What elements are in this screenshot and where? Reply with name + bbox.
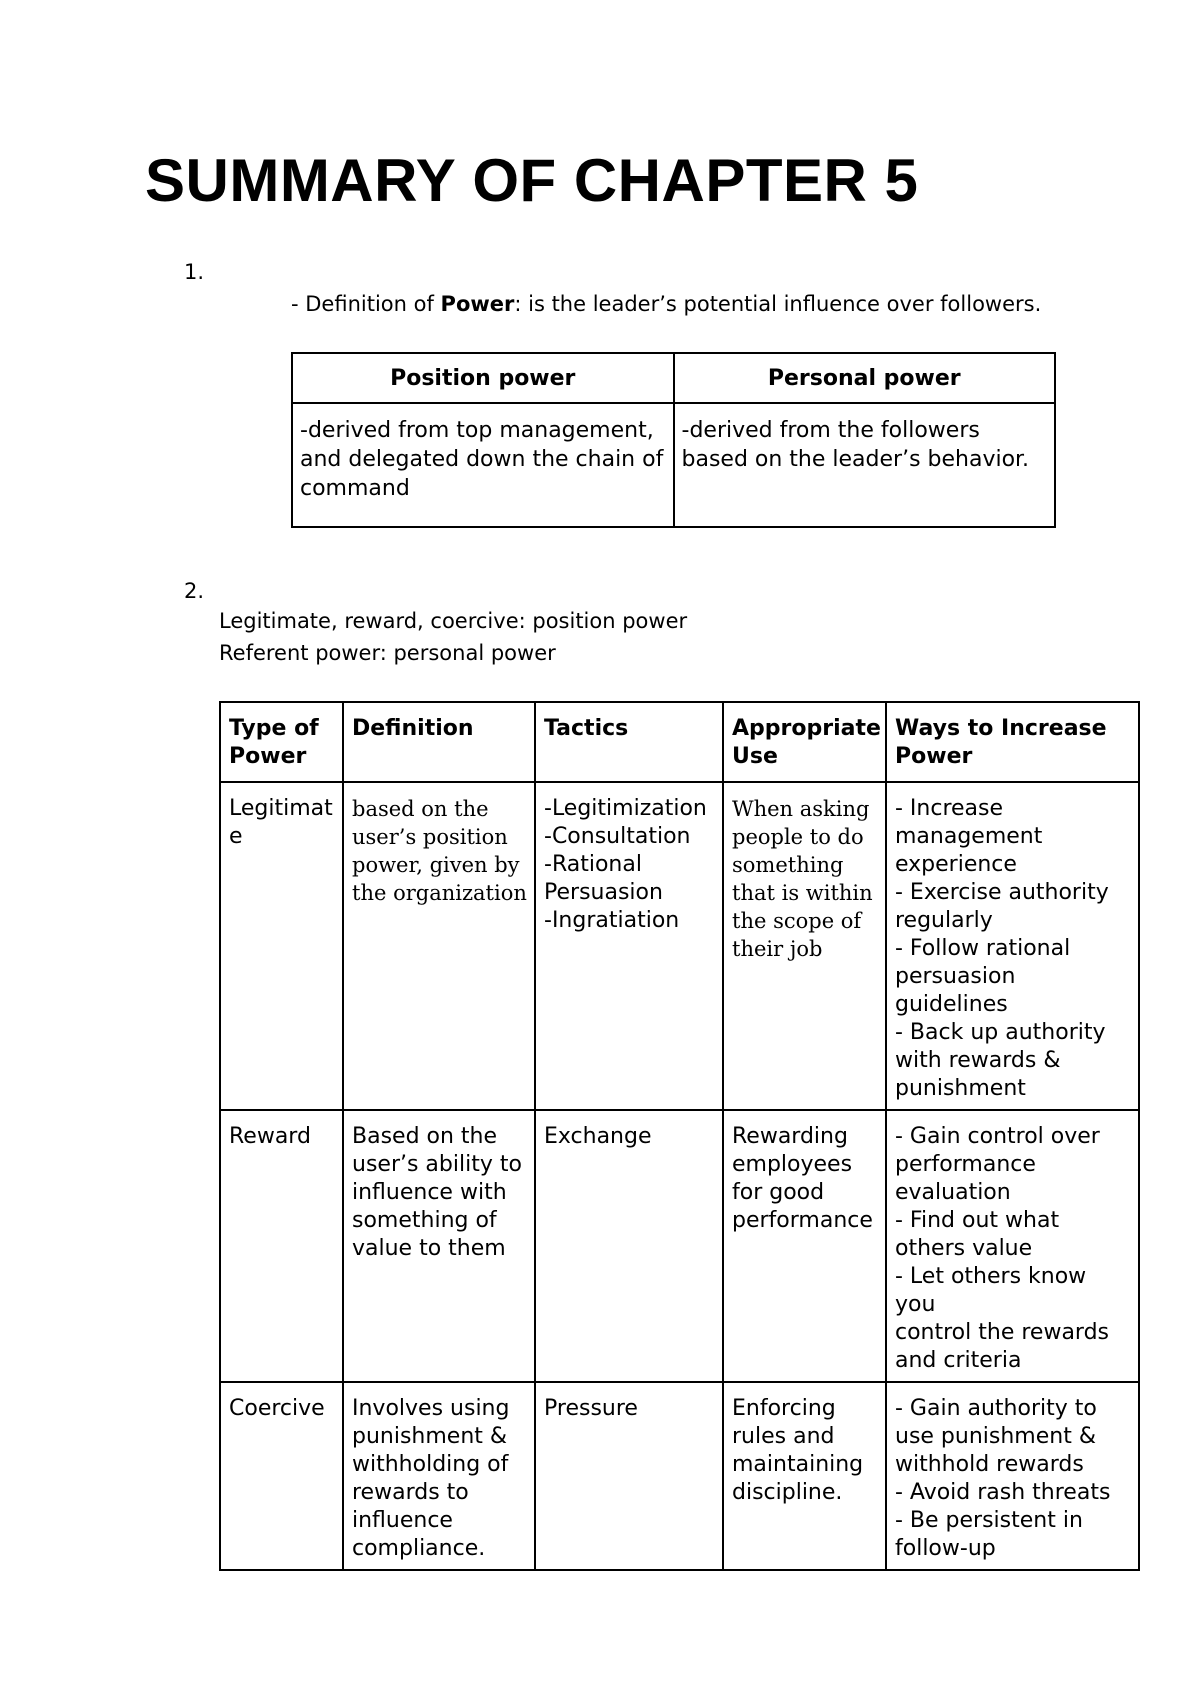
ways-cell xyxy=(886,1382,1139,1570)
power-types-table xyxy=(219,701,1140,1571)
cell-text-line: - Gain authority to xyxy=(895,1396,1097,1421)
cell-text-line: based on the xyxy=(352,797,489,821)
cell-text-line: Exchange xyxy=(544,1124,652,1149)
cell-text-line: - Gain control over xyxy=(895,1124,1100,1149)
cell-text-line: influence xyxy=(352,1508,453,1533)
tactics-cell xyxy=(535,1110,723,1382)
cell-text-line: rewards to xyxy=(352,1480,469,1505)
cell-text-line: experience xyxy=(895,852,1017,877)
cell-text-line: and criteria xyxy=(895,1348,1022,1373)
definition-cell xyxy=(343,1382,535,1570)
definition-term: Power xyxy=(440,292,515,316)
table-row xyxy=(220,1110,1139,1382)
table-header-row xyxy=(220,702,1139,782)
cell-text-line: withholding of xyxy=(352,1452,509,1477)
cell-text-line: control the rewards xyxy=(895,1320,1110,1345)
definition-cell xyxy=(343,782,535,1110)
type-cell xyxy=(220,1382,343,1570)
cell-text-line: guidelines xyxy=(895,992,1008,1017)
cell-text-line: regularly xyxy=(895,908,993,933)
cell-text-line: - Let others know you xyxy=(895,1264,1087,1317)
cell-text-line: that is within xyxy=(732,881,873,905)
cell-text-line: evaluation xyxy=(895,1180,1011,1205)
cell-text-line: employees xyxy=(732,1152,853,1177)
cell-text-line: something xyxy=(732,853,844,877)
appropriate-use-cell xyxy=(723,782,886,1110)
section-2-line-1: Legitimate, reward, coercive: position power xyxy=(219,609,688,633)
cell-text-line: compliance. xyxy=(352,1536,486,1561)
cell-text-line: punishment & xyxy=(352,1424,508,1449)
cell-text-line: influence with xyxy=(352,1180,507,1205)
cell-text-line: punishment xyxy=(895,1076,1026,1101)
cell-text-line: user’s ability to xyxy=(352,1152,522,1177)
cell-text-line: follow-up xyxy=(895,1536,996,1561)
definition-rest: : is the leader’s potential influence over followers. xyxy=(514,292,1042,316)
definition-prefix: - Definition of xyxy=(291,292,441,316)
cell-text-line: -Consultation xyxy=(544,824,691,849)
type-cell xyxy=(220,1110,343,1382)
appropriate-use-cell xyxy=(723,1110,886,1382)
section-1-number: 1. xyxy=(184,260,205,284)
cell-text-line: Involves using xyxy=(352,1396,510,1421)
header-personal-power: Personal power xyxy=(674,353,1056,403)
cell-text-line: persuasion xyxy=(895,964,1016,989)
cell-text-line: others value xyxy=(895,1236,1033,1261)
cell-text-line: - Follow rational xyxy=(895,936,1071,961)
cell-text-line: - Avoid rash threats xyxy=(895,1480,1111,1505)
cell-text-line: maintaining xyxy=(732,1452,864,1477)
cell-text-line: for good xyxy=(732,1180,825,1205)
cell-text-line: Pressure xyxy=(544,1396,638,1421)
cell-text-line: management xyxy=(895,824,1043,849)
cell-text-line: When asking xyxy=(732,797,870,821)
section-2-line-2: Referent power: personal power xyxy=(219,641,556,665)
cell-text-line: - Be persistent in xyxy=(895,1508,1083,1533)
cell-text-line: - Back up authority xyxy=(895,1020,1106,1045)
power-sources-table xyxy=(291,352,1056,528)
header-tactics: Tactics xyxy=(535,702,723,782)
cell-text-line: value to them xyxy=(352,1236,506,1261)
cell-text-line: -Rational xyxy=(544,852,642,877)
cell-text-line: Legitimat xyxy=(229,796,333,821)
cell-text-line: with rewards & xyxy=(895,1048,1061,1073)
type-cell xyxy=(220,782,343,1110)
cell-text-line: people to do xyxy=(732,825,864,849)
cell-text-line: - Increase xyxy=(895,796,1004,821)
table-row xyxy=(292,403,1055,527)
personal-power-cell: -derived from the followers based on the leader’s behavior. xyxy=(674,403,1056,527)
cell-text-line: Rewarding xyxy=(732,1124,848,1149)
cell-text-line: discipline. xyxy=(732,1480,843,1505)
cell-text-line: Coercive xyxy=(229,1396,325,1421)
cell-text-line: Based on the xyxy=(352,1124,498,1149)
cell-text-line: Persuasion xyxy=(544,880,663,905)
cell-text-line: -Ingratiation xyxy=(544,908,680,933)
header-position-power: Position power xyxy=(292,353,674,403)
cell-text-line: the organization xyxy=(352,881,527,905)
cell-text-line: something of xyxy=(352,1208,497,1233)
cell-text-line: user’s position xyxy=(352,825,508,849)
power-definition xyxy=(291,290,1041,318)
cell-text-line: power, given by xyxy=(352,853,520,877)
ways-cell xyxy=(886,1110,1139,1382)
cell-text-line: - Exercise authority xyxy=(895,880,1109,905)
header-type-of-power: Type of Power xyxy=(220,702,343,782)
table-row xyxy=(220,782,1139,1110)
cell-text-line: performance xyxy=(895,1152,1036,1177)
ways-cell xyxy=(886,782,1139,1110)
header-definition: Definition xyxy=(343,702,535,782)
cell-text-line: withhold rewards xyxy=(895,1452,1084,1477)
table-header-row xyxy=(292,353,1055,403)
tactics-cell xyxy=(535,782,723,1110)
cell-text-line: their job xyxy=(732,937,823,961)
definition-cell xyxy=(343,1110,535,1382)
table-row xyxy=(220,1382,1139,1570)
cell-text-line: performance xyxy=(732,1208,873,1233)
cell-text-line: the scope of xyxy=(732,909,862,933)
tactics-cell xyxy=(535,1382,723,1570)
cell-text-line: -Legitimization xyxy=(544,796,707,821)
header-ways-to-increase: Ways to Increase Power xyxy=(886,702,1139,782)
cell-text-line: Enforcing xyxy=(732,1396,836,1421)
cell-text-line: e xyxy=(229,824,243,849)
cell-text-line: Reward xyxy=(229,1124,311,1149)
position-power-cell: -derived from top management, and delegated down the chain of command xyxy=(292,403,674,527)
cell-text-line: - Find out what xyxy=(895,1208,1060,1233)
cell-text-line: rules and xyxy=(732,1424,835,1449)
cell-text-line: use punishment & xyxy=(895,1424,1096,1449)
page-title: SUMMARY OF CHAPTER 5 xyxy=(145,147,919,214)
header-appropriate-use: Appropriate Use xyxy=(723,702,886,782)
appropriate-use-cell xyxy=(723,1382,886,1570)
section-2-number: 2. xyxy=(184,579,205,603)
